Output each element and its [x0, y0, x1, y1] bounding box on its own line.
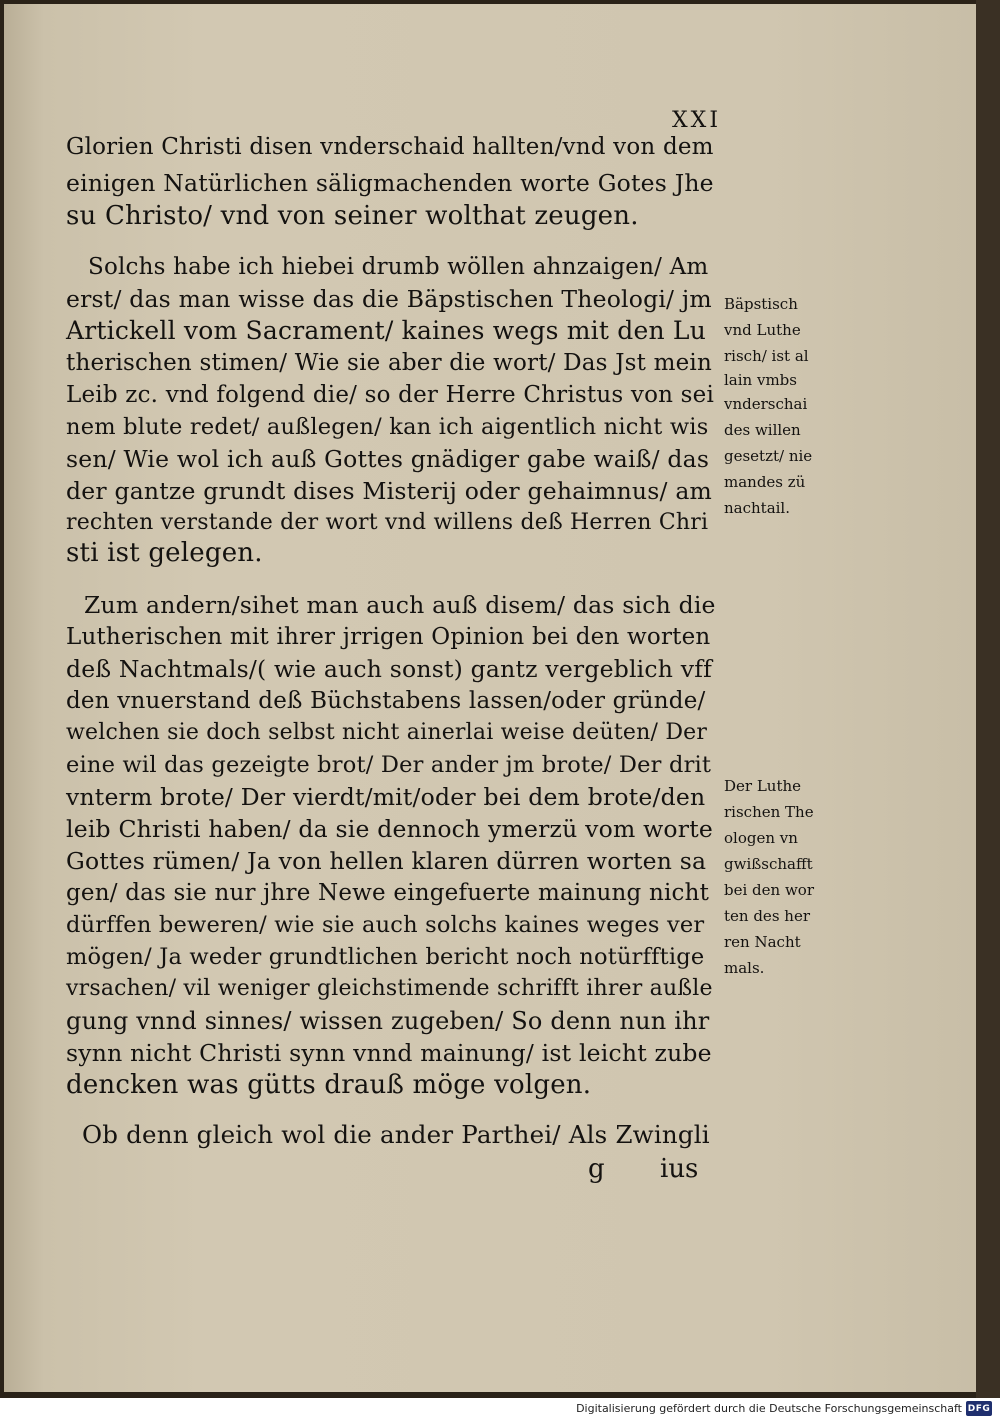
page-edge	[976, 0, 1000, 1398]
text-line: synn nicht Christi synn vnnd mainung/ ist leicht zube	[66, 1039, 712, 1067]
text-line: der gantze grundt dises Misterij oder gehaimnus/ am	[66, 477, 713, 505]
marginal-note-line: ten des her	[724, 907, 810, 925]
marginal-note-line: mals.	[724, 959, 765, 977]
marginal-note-line: gwißschafft	[724, 855, 813, 873]
text-line: eine wil das gezeigte brot/ Der ander jm brote/ Der drit	[66, 752, 712, 778]
marginal-note-line: bei den wor	[724, 881, 814, 899]
marginal-note-line: des willen	[724, 421, 801, 439]
folio-number: XXI	[672, 108, 722, 133]
book-page	[4, 4, 976, 1392]
text-line: gen/ das sie nur jhre Newe eingefuerte mainung nicht	[66, 880, 710, 906]
text-line: Solchs habe ich hiebei drumb wöllen ahnzaigen/ Am	[88, 254, 709, 280]
funding-credit: Digitalisierung gefördert durch die Deutsche Forschungsgemeinschaft	[576, 1402, 962, 1415]
text-line: Ob denn gleich wol die ander Parthei/ Als Zwingli	[82, 1120, 710, 1149]
text-line: leib Christi haben/ da sie dennoch ymerzü vom worte	[66, 815, 713, 843]
text-line: sti ist gelegen.	[66, 538, 263, 568]
text-line: nem blute redet/ außlegen/ kan ich aigentlich nicht wis	[66, 414, 709, 440]
text-line: deß Nachtmals/( wie auch sonst) gantz vergeblich vff	[66, 655, 713, 683]
marginal-note-line: ren Nacht	[724, 933, 801, 951]
text-line: Artickell vom Sacrament/ kaines wegs mit den Lu	[66, 316, 707, 345]
text-line: welchen sie doch selbst nicht ainerlai weise deüten/ Der	[66, 720, 708, 745]
text-line: Glorien Christi disen vnderschaid hallten/vnd von dem	[66, 134, 714, 160]
text-line: dencken was gütts drauß möge volgen.	[66, 1070, 592, 1100]
text-line: Lutherischen mit ihrer jrrigen Opinion bei den worten	[66, 624, 711, 650]
marginal-note-line: nachtail.	[724, 499, 790, 517]
text-line: gung vnnd sinnes/ wissen zugeben/ So denn nun ihr	[66, 1007, 710, 1035]
text-line: vnterm brote/ Der vierdt/mit/oder bei dem brote/den	[66, 783, 706, 811]
text-line: erst/ das man wisse das die Bäpstischen Theologi/ jm	[66, 285, 712, 313]
text-line: vrsachen/ vil weniger gleichstimende schrifft ihrer außle	[66, 976, 713, 1001]
text-line: mögen/ Ja weder grundtlichen bericht noch notürfftige	[66, 944, 705, 970]
text-line: su Christo/ vnd von seiner wolthat zeugen.	[66, 201, 639, 231]
marginal-note-line: vnderschai	[724, 395, 808, 413]
text-line: rechten verstande der wort vnd willens deß Herren Chri	[66, 510, 709, 535]
marginal-note-line: risch/ ist al	[724, 347, 809, 365]
marginal-note-line: Bäpstisch	[724, 295, 798, 313]
text-line: Gottes rümen/ Ja von hellen klaren dürren worten sa	[66, 847, 707, 875]
marginal-note-line: lain vmbs	[724, 371, 797, 389]
text-line: therischen stimen/ Wie sie aber die wort/ Das Jst mein	[66, 350, 712, 376]
text-line: Leib zc. vnd folgend die/ so der Herre Christus von sei	[66, 382, 715, 408]
text-line: dürffen beweren/ wie sie auch solchs kaines weges ver	[66, 912, 705, 938]
marginal-note-line: Der Luthe	[724, 777, 802, 795]
text-line: den vnuerstand deß Büchstabens lassen/oder gründe/	[66, 688, 706, 714]
footer-bar	[0, 1398, 1000, 1420]
text-line: Zum andern/sihet man auch auß disem/ das sich die	[84, 591, 716, 619]
marginal-note-line: gesetzt/ nie	[724, 447, 813, 465]
text-line: sen/ Wie wol ich auß Gottes gnädiger gabe waiß/ das	[66, 445, 710, 473]
catchword: ius	[660, 1154, 699, 1184]
marginal-note-line: mandes zü	[724, 473, 806, 491]
dfg-logo-icon: DFG	[966, 1401, 992, 1416]
signature-mark: g	[588, 1154, 605, 1184]
text-line: einigen Natürlichen säligmachenden worte Gotes Jhe	[66, 169, 714, 197]
marginal-note-line: vnd Luthe	[724, 321, 801, 339]
marginal-note-line: ologen vn	[724, 829, 798, 847]
marginal-note-line: rischen The	[724, 803, 814, 821]
